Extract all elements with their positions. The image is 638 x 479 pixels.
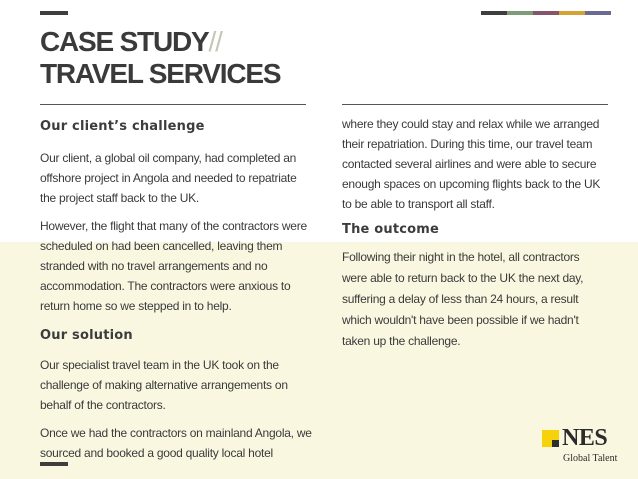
title-line-2: TRAVEL SERVICES xyxy=(40,58,281,89)
solution-paragraph-1: Our specialist travel team in the UK took on the challenge of making alternative arrangements on behalf of the contractors. xyxy=(40,358,288,412)
title-line-1: CASE STUDY xyxy=(40,26,209,57)
title-slashes: // xyxy=(208,26,222,57)
stripe xyxy=(533,11,559,15)
stripe xyxy=(481,11,507,15)
stripe xyxy=(507,11,533,15)
solution-paragraph-2: Once we had the contractors on mainland Angola, we sourced and booked a good quality local hotel xyxy=(40,426,312,460)
outcome-paragraph: Following their night in the hotel, all contractors were able to return back to the UK the next day, suffering a delay of less than 24 hours, a result which wouldn't have been possible if we hadn't taken up the challenge. xyxy=(342,250,584,348)
nes-logo xyxy=(542,424,626,468)
page-title xyxy=(40,26,280,90)
left-divider xyxy=(40,104,306,105)
color-stripes xyxy=(481,11,611,15)
logo-inner-square-icon xyxy=(552,440,559,447)
stripe xyxy=(585,11,611,15)
challenge-paragraph-2: However, the flight that many of the contractors were scheduled on had been cancelled, leaving them stranded with no travel arrangements and no accommodation. The contractors were anxious to return home so we stepped in to help. xyxy=(40,219,307,313)
challenge-paragraph-1: Our client, a global oil company, had completed an offshore project in Angola and needed to repatriate the project staff back to the UK. xyxy=(40,151,297,205)
logo-tagline: Global Talent xyxy=(563,453,618,464)
logo-wordmark: NES xyxy=(562,425,608,451)
solution-heading: Our solution xyxy=(40,328,133,343)
left-column xyxy=(40,114,312,463)
challenge-heading: Our client’s challenge xyxy=(40,119,205,134)
outcome-heading: The outcome xyxy=(342,222,440,237)
top-accent-bar xyxy=(40,11,68,15)
continued-paragraph: where they could stay and relax while we arranged their repatriation. During this time, our travel team contacted several airlines and were able to secure enough spaces on upcoming flights back to the UK to be able to transport all staff. xyxy=(342,117,601,211)
stripe xyxy=(559,11,585,15)
bottom-accent-bar xyxy=(40,462,68,466)
right-column xyxy=(342,114,614,352)
right-divider xyxy=(342,104,608,105)
